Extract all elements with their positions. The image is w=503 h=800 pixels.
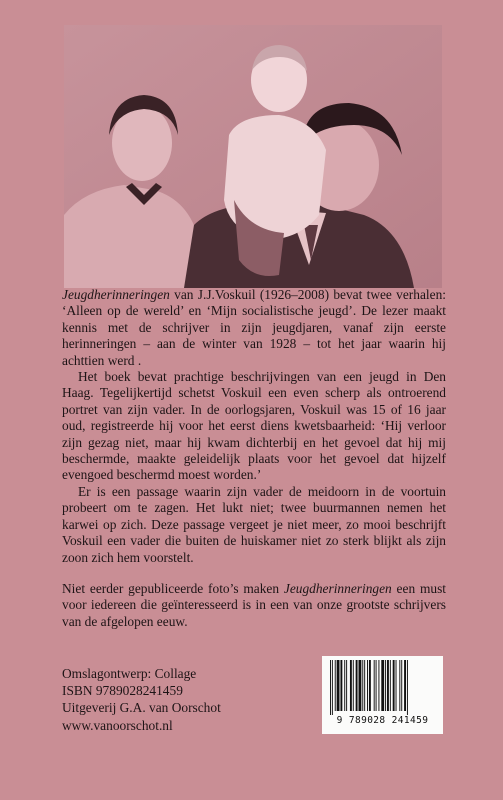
publisher-name: Uitgeverij G.A. van Oorschot — [62, 700, 221, 716]
barcode-bar — [385, 660, 386, 711]
barcode-bar — [332, 660, 333, 715]
barcode-bar — [374, 660, 375, 711]
barcode-bar — [344, 660, 345, 711]
blurb-paragraph-1 — [62, 287, 446, 369]
barcode-bars — [329, 660, 436, 715]
barcode-bar — [359, 660, 362, 711]
book-title: Jeugdherinneringen — [62, 287, 170, 302]
barcode-bar — [353, 660, 354, 711]
barcode-bar — [387, 660, 389, 711]
barcode-bar — [396, 660, 397, 711]
blurb-paragraph-4-end: een must voor iedereen die geïnteresseerd is in een van onze grootste schrijvers van de afgelopen eeuw. — [62, 580, 446, 629]
barcode-bar — [364, 660, 365, 711]
barcode-bar — [346, 660, 347, 711]
isbn-text: ISBN 9789028241459 — [62, 683, 183, 699]
barcode-bar — [356, 660, 358, 711]
barcode-bar — [376, 660, 377, 711]
barcode-bar — [381, 660, 384, 711]
barcode — [322, 656, 443, 734]
family-photo — [64, 25, 442, 288]
barcode-bar — [390, 660, 391, 711]
barcode-bar — [378, 660, 379, 711]
barcode-number: 9 789028 241459 — [336, 715, 429, 726]
barcode-bar — [362, 660, 363, 711]
barcode-bar — [393, 660, 395, 711]
blurb-paragraph-1-text: van J.J.Voskuil (1926–2008) bevat twee verhalen: ‘Alleen op de wereld’ en ‘Mijn socialistische jeugd’. De lezer maakt kennis met de schrijver in zijn jeugdjaren, vanaf zijn eerste herinneringen – aan de winter van 1928 – tot het jaar waarin hij achttien werd . — [62, 287, 446, 368]
barcode-bar — [367, 660, 368, 711]
cover-design-credit: Omslagontwerp: Collage — [62, 666, 197, 681]
barcode-bar — [335, 660, 336, 711]
publisher-website: www.vanoorschot.nl — [62, 717, 173, 733]
barcode-bar — [369, 660, 371, 711]
barcode-bar — [330, 660, 331, 715]
barcode-bar — [340, 660, 342, 711]
barcode-bar — [350, 660, 352, 711]
blurb-text — [62, 287, 446, 630]
barcode-bar — [407, 660, 408, 715]
blurb-paragraph-2: Het boek bevat prachtige beschrijvingen van een jeugd in Den Haag. Tegelijkertijd schetst Voskuil een even scherp als ontroerend portret van zijn vader. In de oorlogsjaren, Voskuil was 15 of 16 jaar oud, registreerde hij voor het eerst diens kwetsbaarheid: ‘Hij verloor zijn gezag niet, maar hij kwam dichterbij en het gevoel dat hij mij beschermde, maakte geleidelijk plaats voor het gevoel dat hijzelf evengoed beschermd moest worden.’ — [62, 369, 446, 483]
barcode-bar — [399, 660, 400, 711]
barcode-bar — [404, 660, 406, 711]
blurb-paragraph-3: Er is een passage waarin zijn vader de meidoorn in de voortuin probeert om te zagen. Het lukt niet; twee buurmannen nemen het karwei op zich. Deze passage vergeet je niet meer, zo mooi beschrijft Voskuil een vader die buiten de huiskamer niet zo sterk blijkt als zijn zoon zich hem voorstelt. — [62, 483, 446, 565]
barcode-bar — [401, 660, 402, 711]
blurb-paragraph-4-start: Niet eerder gepubliceerde foto’s maken — [62, 580, 284, 596]
credits-block — [62, 665, 302, 734]
book-title-2: Jeugdherinneringen — [283, 580, 392, 596]
blurb-paragraph-4 — [62, 581, 446, 630]
barcode-bar — [337, 660, 340, 711]
